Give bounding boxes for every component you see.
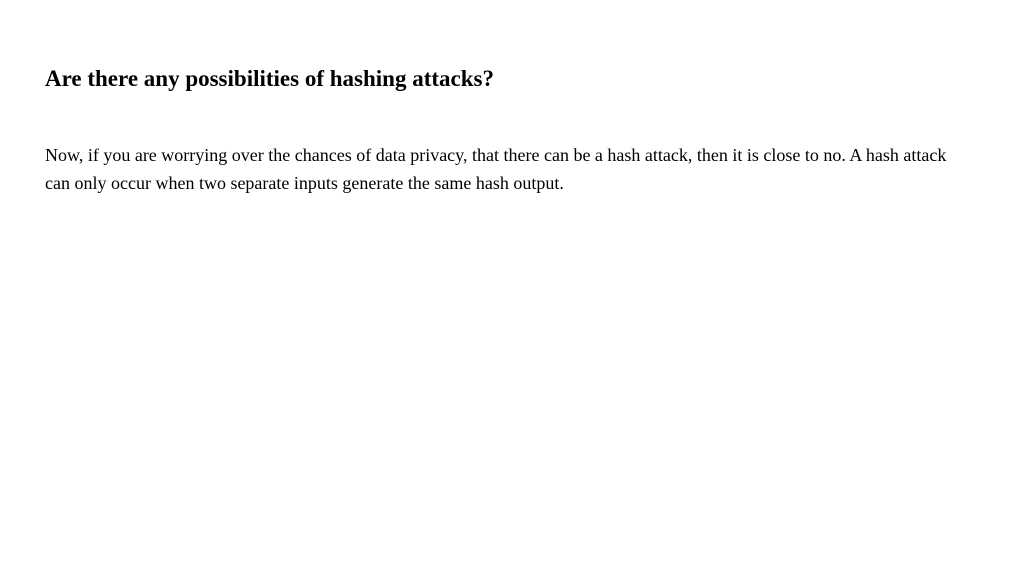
slide-heading: Are there any possibilities of hashing attacks? bbox=[45, 66, 494, 91]
slide-paragraph: Now, if you are worrying over the chances of data privacy, that there can be a hash attack, then it is close to no. A hash attack can only occur when two separate inputs generate the same hash output. bbox=[45, 145, 947, 193]
